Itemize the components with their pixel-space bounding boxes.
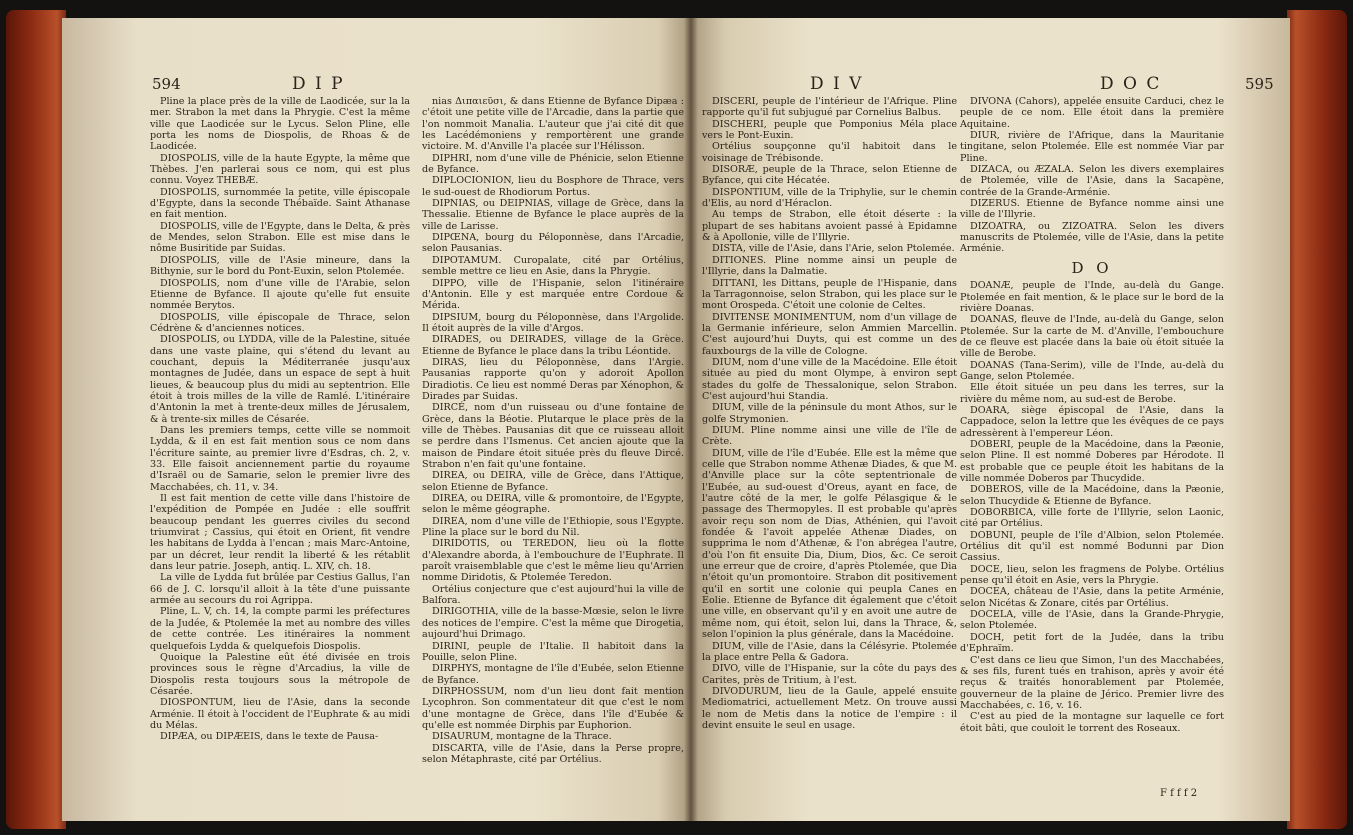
entry-paragraph: La ville de Lydda fut brûlée par Cestius Gallus, l'an 66 de J. C. lorsqu'il alloit à la tête d'une puissante armée au secours du roi Agrippa. (150, 572, 410, 607)
book-cover-left (6, 10, 66, 829)
entry-paragraph: DIUM, ville de la péninsule du mont Athos, sur le golfe Strymonien. (702, 402, 957, 425)
entry-paragraph: DIUM, nom d'une ville de la Macédoine. Elle étoit située au pied du mont Olympe, à environ sept stades du golfe de Thessalonique, selon Strabon. C'est aujourd'hui Standia. (702, 356, 957, 402)
entry-paragraph: DIRIDOTIS, ou TEREDON, lieu où la flotte d'Alexandre aborda, à l'embouchure de l'Euphrate. Il paroît vraisemblable que c'est le même lieu qu'Arrien nomme Diridotis, & Ptolemée Teredon. (422, 538, 684, 584)
entry-paragraph: DISCERI, peuple de l'intérieur de l'Afrique. Pline rapporte qu'il fut subjugué par Cornelius Balbus. (702, 96, 957, 119)
entry-paragraph: DIZOATRA, ou ZIZOATRA. Selon les divers manuscrits de Ptolemée, ville de l'Asie, dans la petite Arménie. (960, 220, 1224, 255)
entry-paragraph: C'est dans ce lieu que Simon, l'un des Macchabées, & ses fils, furent tués en trahison, après y avoir été reçus & traités honorablement par Ptolemée, gouverneur de la plaine de Jérico. Premier livre des Macchabées, c. 16, v. 16. (960, 654, 1224, 711)
entry-paragraph: DISCHERI, peuple que Pomponius Méla place vers le Pont-Euxin. (702, 118, 957, 142)
entry-paragraph: DIPLOCIONION, lieu du Bosphore de Thrace, vers le sud-ouest de Rhodiorum Portus. (422, 175, 684, 198)
entry-paragraph: DIPSIUM, bourg du Péloponnèse, dans l'Argolide. Il étoit auprès de la ville d'Argos. (422, 311, 684, 334)
entry-paragraph: DIUM, ville de l'île d'Eubée. Elle est la même que celle que Strabon nomme Athenæ Diades, & que M. d'Anville place sur la côte septentrionale de l'Eubée, au sud-ouest d'Oreus, ayant en face, de l'autre côté de la mer, le golfe Pélasgique & le passage des Thermopyles. Il est probable qu'après avoir reçu son nom de Dias, Athénien, qui l'avoit fondée & l'avoit appelée Athenæ Diades, on supprima le nom d'Athenæ, & l'on abrégea l'autre, d'où l'on fit ensuite Dia, Dium, Dios, &c. Ce seroit une erreur que de croire, d'après Ptolemée, que Dia n'étoit qu'un promontoire. Strabon dit positivement qu'il en sortit une colonie qui peupla Canes en Eolie. Etienne de Byfance dit également que c'étoit une ville, en observant qu'il y en avoit une autre de même nom, qui étoit, selon lui, dans la Thrace, &, selon l'opinion la plus générale, dans la Macédoine. (702, 447, 957, 641)
entry-paragraph: DIPŒNA, bourg du Péloponnèse, dans l'Arcadie, selon Pausanias. (422, 232, 684, 255)
column-right-2 (960, 96, 1224, 734)
entry-paragraph: DIRAS, lieu du Péloponnèse, dans l'Argie. Pausanias rapporte qu'on y adoroit Apollon Diradiotis. Ce lieu est nommé Deras par Xénophon, & Dirades par Suidas. (422, 356, 685, 402)
running-head: D I P (292, 74, 345, 94)
entry-paragraph: Dans les premiers temps, cette ville se nommoit Lydda, & il en est fait mention sous ce nom dans l'écriture sainte, au premier livre d'Esdras, ch. 2, v. 33. Elle faisoit anciennement partie du royaume d'Israël ou de Samarie, selon le premier livre des Macchabées, ch. 11, v. 34. (150, 424, 410, 493)
entry-paragraph: DIRADES, ou DEIRADES, village de la Grèce. Etienne de Byfance le place dans la tribu Léontide. (422, 334, 684, 357)
section-heading: D O (1071, 258, 1113, 277)
entry-paragraph: DISTA, ville de l'Asie, dans l'Arie, selon Ptolemée. (712, 243, 955, 255)
entry-paragraph: DOBORBICA, ville forte de l'Illyrie, selon Laonic, cité par Ortélius. (960, 507, 1224, 530)
signature-mark: F f f f 2 (1160, 788, 1198, 799)
entry-paragraph: DIOSPOLIS, ville de l'Egypte, dans le Delta, & près de Mendes, selon Strabon. Elle est mise dans le nôme Busiritide par Suidas. (150, 220, 410, 255)
running-head-right: D O C (1100, 74, 1162, 94)
entry-paragraph: DIVITENSE MONIMENTUM, nom d'un village de la Germanie inférieure, selon Ammien Marcellin. C'est aujourd'hui Duyts, qui est comme un des fauxbourgs de la ville de Cologne. (702, 311, 957, 357)
entry-paragraph: DIOSPOLIS, ville de la haute Egypte, la même que Thèbes. J'en parlerai sous ce nom, qui est plus connu. Voyez THEBÆ. (150, 152, 410, 187)
entry-paragraph: DOCELA, ville de l'Asie, dans la Grande-Phrygie, selon Ptolemée. (960, 609, 1224, 632)
entry-paragraph: DITIONES. Pline nomme ainsi un peuple de l'Illyrie, dans la Dalmatie. (702, 254, 957, 278)
entry-paragraph: DISAURUM, montagne de la Thrace. (432, 731, 612, 743)
entry-paragraph: DOARA, siège épiscopal de l'Asie, dans la Cappadoce, selon la lettre que les évêques de ce pays adressèrent à l'empereur Léon. (960, 404, 1224, 439)
entry-paragraph: DITTANI, les Dittans, peuple de l'Hispanie, dans la Tarragonnoise, selon Strabon, qui les place sur le mont Orospeda. C'étoit une colonie de Celtes. (702, 277, 957, 312)
entry-paragraph: DIPÆA, ou DIPÆEIS, dans le texte de Pausa- (160, 731, 379, 743)
running-head-left: D I V (810, 74, 864, 94)
entry-paragraph: DISPONTIUM, ville de la Triphylie, sur le chemin d'Elis, au nord d'Héraclon. (702, 186, 957, 210)
entry-paragraph: DIUR, rivière de l'Afrique, dans la Mauritanie tingitane, selon Ptolemée. Elle est nommée Viar par Pline. (960, 130, 1224, 164)
entry-paragraph: DIOSPOLIS, ville épiscopale de Thrace, selon Cédrène & d'anciennes notices. (150, 311, 410, 334)
entry-paragraph: DIUM, ville de l'Asie, dans la Célésyrie. Ptolemée la place entre Pella & Gadora. (702, 640, 957, 663)
column-left-1 (150, 96, 410, 743)
entry-paragraph: nias Διπαιεῦσι, & dans Etienne de Byfance Dipæa : c'étoit une petite ville de l'Arcadie, dans la partie que l'on nommoit Manalia. L'auteur que j'ai cité dit que les Lacédémoniens y remportèrent une grande victoire. M. d'Anville l'a placée sur l'Hélisson. (422, 96, 684, 153)
entry-paragraph: DIRIGOTHIA, ville de la basse-Mœsie, selon le livre des notices de l'empire. C'est la même que Dirogetia, aujourd'hui Drimago. (422, 606, 684, 641)
entry-paragraph: DIREA, ou DEIRA, ville & promontoire, de l'Egypte, selon le même géographe. (422, 493, 684, 516)
entry-paragraph: Pline la place près de la ville de Laodicée, sur la la mer. Strabon la met dans la Phrygie. C'est la même ville que Laodicée sur le Lycus. Selon Pline, elle porta les noms de Diospolis, de Rhoas & de Laodicée. (150, 96, 410, 153)
entry-paragraph: DOCH, petit fort de la Judée, dans la tribu d'Ephraïm. (960, 631, 1224, 655)
entry-paragraph: DIOSPONTUM, lieu de l'Asie, dans la seconde Arménie. Il étoit à l'occident de l'Euphrate & au midi du Mélas. (150, 697, 410, 731)
entry-paragraph: Il est fait mention de cette ville dans l'histoire de l'expédition de Pompée en Judée : elle souffrit beaucoup pendant les guerres civiles du second triumvirat ; Cassius, qui étoit en Orient, fit vendre les habitans de Lydda à l'encan ; mais Marc-Antoine, par un décret, leur rendit la liberté & les rétablit dans leur patrie. Joseph, antiq. L. XIV, ch. 18. (150, 493, 410, 573)
entry-paragraph: DISORÆ, peuple de la Thrace, selon Etienne de Byfance, qui cite Hécatée. (702, 164, 957, 187)
page-number: 594 (152, 75, 181, 93)
entry-paragraph: DIRPHOSSUM, nom d'un lieu dont fait mention Lycophron. Son commentateur dit que c'est le nom d'une montagne de Grèce, dans l'île d'Eubée & qu'elle est nommée Dirphis par Euphorion. (422, 685, 684, 731)
entry-paragraph: DIOSPOLIS, surnommée la petite, ville épiscopale d'Egypte, dans la seconde Thébaïde. Saint Athanase en fait mention. (150, 186, 410, 221)
entry-paragraph: DIOSPOLIS, nom d'une ville de l'Arabie, selon Etienne de Byfance. Il ajoute qu'elle fut ensuite nommée Berytos. (150, 277, 410, 312)
entry-paragraph: DOBEROS, ville de la Macédoine, dans la Pæonie, selon Thucydide & Etienne de Byfance. (960, 484, 1224, 507)
entry-paragraph: DIVODURUM, lieu de la Gaule, appelé ensuite Mediomatrici, actuellement Metz. On trouve aussi le nom de Metis dans la notice de l'empire : il devint ensuite le seul en usage. (702, 685, 957, 731)
entry-paragraph: Ortélius conjecture que c'est aujourd'hui la ville de Balfora. (422, 583, 684, 607)
entry-paragraph: DIVO, ville de l'Hispanie, sur la côte du pays des Carites, près de Tritium, à l'est. (702, 663, 957, 686)
entry-paragraph: DIPHRI, nom d'une ville de Phénicie, selon Etienne de Byfance. (422, 152, 684, 176)
entry-paragraph: DIVONA (Cahors), appelée ensuite Carduci, chez le peuple de ce nom. Elle étoit dans la première Aquitaine. (960, 96, 1224, 130)
entry-paragraph: DIOSPOLIS, ville de l'Asie mineure, dans la Bithynie, sur le bord du Pont-Euxin, selon Ptolemée. (150, 254, 410, 278)
entry-paragraph: DOBERI, peuple de la Macédoine, dans la Pæonie, selon Pline. Il est nommé Doberes par Hérodote. Il est probable que ce peuple étoit les habitans de la ville nommée Doberos par Thucydide. (960, 438, 1224, 484)
entry-paragraph: DOCE, lieu, selon les fragmens de Polybe. Ortélius pense qu'il étoit en Asie, vers la Phrygie. (960, 563, 1224, 587)
entry-paragraph: Ortélius soupçonne qu'il habitoit dans le voisinage de Trébisonde. (702, 141, 957, 164)
book-cover-right (1287, 10, 1347, 829)
entry-paragraph: DIRPHYS, montagne de l'île d'Eubée, selon Etienne de Byfance. (422, 663, 684, 686)
left-page (62, 18, 690, 821)
entry-paragraph: DIPNIAS, ou DEIPNIAS, village de Grèce, dans la Thessalie. Etienne de Byfance le place auprès de la ville de Larisse. (422, 198, 684, 232)
entry-paragraph: DOANAS (Tana-Serim), ville de l'Inde, au-delà du Gange, selon Ptolemée. (960, 359, 1224, 382)
entry-paragraph: Quoique la Palestine eût été divisée en trois provinces sous le règne d'Arcadius, la ville de Diospolis resta toujours sous la métropole de Césarée. (150, 651, 410, 697)
column-right-1 (702, 96, 957, 731)
page-number: 595 (1245, 75, 1274, 93)
entry-paragraph: Elle étoit située un peu dans les terres, sur la rivière du même nom, au sud-est de Berobe. (960, 382, 1224, 405)
entry-paragraph: DIOSPOLIS, ou LYDDA, ville de la Palestine, située dans une vaste plaine, qui s'étend du levant au couchant, depuis la Méditerranée jusqu'aux montagnes de Judée, dans un espace de sept à huit lieues, & beaucoup plus du midi au septentrion. Elle étoit à trois milles de la ville de Ramlé. L'itinéraire d'Antonin la met à trente-deux milles de Jérusalem, & à trente-six milles de Césarée. (150, 334, 410, 425)
entry-paragraph: DOCEA, château de l'Asie, dans la petite Arménie, selon Nicétas & Zonare, cités par Ortélius. (960, 586, 1224, 609)
entry-paragraph: DOANÆ, peuple de l'Inde, au-delà du Gange. Ptolemée en fait mention, & le place sur le bord de la rivière Doanas. (960, 280, 1224, 314)
entry-paragraph: DOANAS, fleuve de l'Inde, au-delà du Gange, selon Ptolemée. Sur la carte de M. d'Anville, l'embouchure de ce fleuve est placée dans la baie où étoit située la ville de Berobe. (960, 314, 1224, 360)
right-page (690, 18, 1290, 821)
entry-paragraph: Pline, L. V, ch. 14, la compte parmi les préfectures de la Judée, & Ptolemée la met au nombre des villes de cette contrée. Les itinéraires la nomment quelquefois Lydda & quelquefois Diospolis. (150, 606, 410, 652)
entry-paragraph: DIZERUS. Etienne de Byfance nomme ainsi une ville de l'Illyrie. (960, 198, 1224, 221)
entry-paragraph: Au temps de Strabon, elle étoit déserte : la plupart de ses habitans avoient passé à Epidamne & à Apollonie, ville de l'Illyrie. (702, 209, 957, 244)
entry-paragraph: DIZACA, ou ÆZALA. Selon les divers exemplaires de Ptolemée, ville de l'Asie, dans la Sacapène, contrée de la Grande-Arménie. (960, 164, 1224, 198)
entry-paragraph: DIUM. Pline nomme ainsi une ville de l'île de Crète. (702, 424, 957, 448)
book-gutter (684, 18, 698, 821)
entry-paragraph: DISCARTA, ville de l'Asie, dans la Perse propre, selon Métaphraste, cité par Ortélius. (422, 742, 684, 765)
entry-paragraph: DIREA, ou DEIRA, ville de Grèce, dans l'Attique, selon Etienne de Byfance. (422, 470, 684, 493)
column-left-2 (422, 96, 684, 765)
entry-paragraph: DIPPO, ville de l'Hispanie, selon l'itinéraire d'Antonin. Elle y est marquée entre Cordoue & Mérida. (422, 277, 684, 312)
entry-paragraph: DOBUNI, peuple de l'île d'Albion, selon Ptolemée. Ortélius dit qu'il est nommé Bodunni par Dion Cassius. (960, 529, 1224, 564)
entry-paragraph: C'est au pied de la montagne sur laquelle ce fort étoit bâti, que couloit le torrent des Roseaux. (960, 711, 1224, 734)
entry-paragraph: DIRINI, peuple de l'Italie. Il habitoit dans la Pouille, selon Pline. (422, 640, 684, 663)
entry-paragraph: DIPOTAMUM. Curopalate, cité par Ortélius, semble mettre ce lieu en Asie, dans la Phrygie. (422, 254, 684, 278)
entry-paragraph: DIREA, nom d'une ville de l'Ethiopie, sous l'Egypte. Pline la place sur le bord du Nil. (422, 515, 684, 539)
entry-paragraph: DIRCÉ, nom d'un ruisseau ou d'une fontaine de Grèce, dans la Béotie. Plutarque le place près de la ville de Thèbes. Pausanias dit que ce ruisseau alloit se perdre dans l'Ismenus. Cet ancien ajoute que la maison de Pindare étoit située près du fleuve Dircé. Strabon n'en fait qu'une fontaine. (422, 402, 684, 470)
